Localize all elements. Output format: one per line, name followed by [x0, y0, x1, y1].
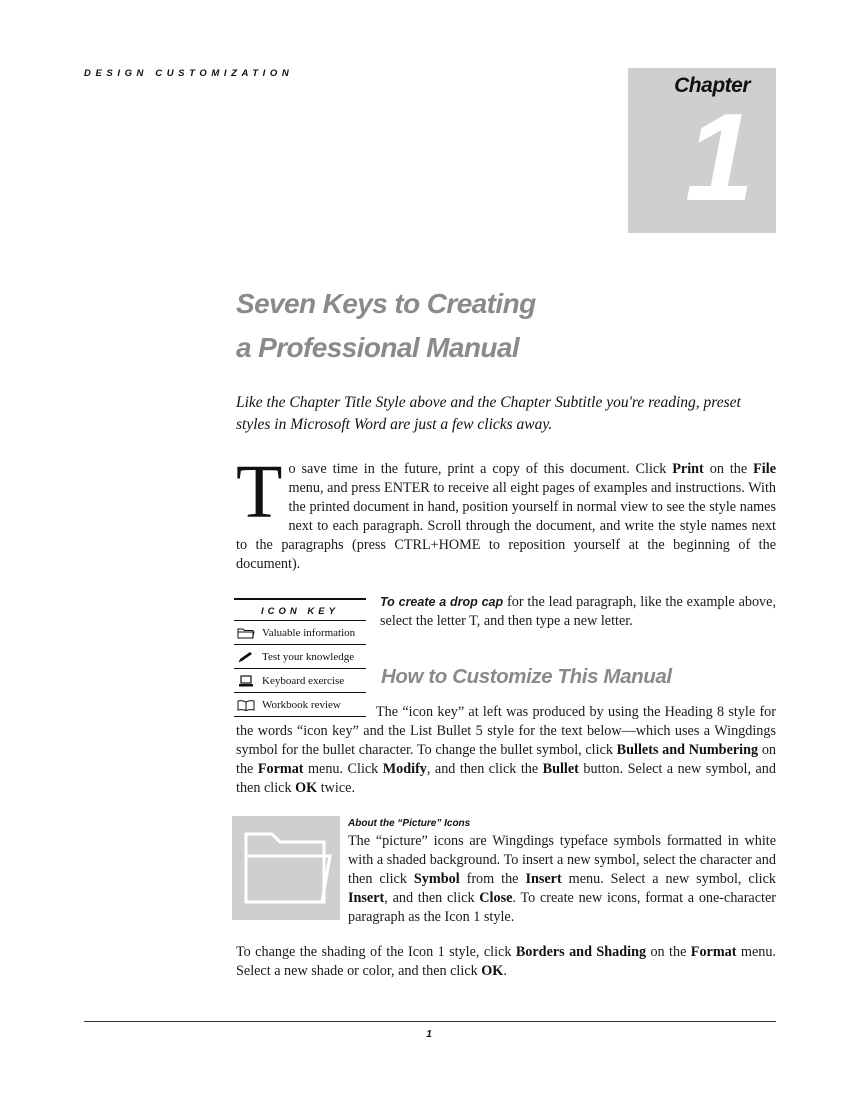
lead-paragraph [236, 450, 776, 574]
drop-cap-note [380, 593, 776, 631]
para-text: . [503, 963, 507, 979]
about-icons-heading: About the “Picture” Icons [348, 818, 471, 829]
para-text: , and then click [384, 890, 480, 906]
icon-key [234, 598, 366, 717]
para-bold: Modify [382, 761, 427, 777]
para-text: . To create new icons, format a one-character paragraph as the Icon 1 style. [348, 890, 776, 925]
chapter-number: 1 [685, 89, 754, 227]
para-bold: Format [690, 944, 737, 960]
chapter-box [628, 68, 776, 233]
para-bold: OK [481, 963, 504, 979]
icon-key-label: Workbook review [262, 698, 341, 711]
para-text: , and then click the [426, 761, 543, 777]
footer-rule [84, 1021, 776, 1022]
icon-key-label: Valuable information [262, 626, 356, 639]
folder-icon [236, 626, 256, 640]
para-bold: Symbol [413, 871, 460, 887]
para-bold: OK [295, 780, 318, 796]
para-text: from the [459, 871, 526, 887]
lead-text-3: menu, and press ENTER to receive all eight pages of examples and instructions. With the printed document in hand, position yourself in normal view to see the style names next to each paragraph. Scroll through the document, and write the style names next to the paragraphs (press CTRL+HOME to reposition yourself at the beginning of the document). [236, 480, 776, 572]
para-text: button. Select a new symbol, and then click [236, 761, 776, 796]
para-text: on the [646, 944, 691, 960]
icon-key-paragraph [236, 703, 776, 798]
para-text: To change the shading of the Icon 1 style, click [236, 944, 516, 960]
drop-cap: T [236, 450, 283, 534]
para-text: menu. Select a new symbol, click [561, 871, 776, 887]
chapter-title-line-1: Seven Keys to Creating [236, 288, 536, 319]
icon-key-label: Test your knowledge [262, 650, 355, 663]
chapter-title [236, 282, 776, 370]
drop-cap-note-lead: To create a drop cap [380, 595, 504, 609]
pencil-icon [236, 650, 256, 664]
folder-picture-icon [232, 816, 340, 920]
lead-bold-print: Print [672, 461, 704, 477]
icon-key-item [234, 669, 366, 693]
para-text: The “picture” icons are Wingdings typeface symbols formatted in white with a shaded background. To insert a new symbol, select the character and then click [348, 833, 776, 887]
icon-key-item [234, 621, 366, 645]
para-text: on the [236, 742, 776, 777]
icon-key-title: ICON KEY [234, 598, 366, 621]
icon-key-label: Keyboard exercise [262, 674, 345, 687]
running-head: DESIGN CUSTOMIZATION [84, 68, 294, 79]
lead-text-2: on the [703, 461, 754, 477]
section-heading: How to Customize This Manual [381, 665, 672, 688]
computer-icon [236, 674, 256, 688]
drop-cap-note-text: for the lead paragraph, like the example above, select the letter T, and then type a new letter. [380, 594, 776, 629]
lead-text-1: o save time in the future, print a copy of this document. Click [288, 461, 673, 477]
shading-paragraph [236, 943, 776, 981]
para-text: twice. [317, 780, 355, 796]
para-text: The “icon key” at left was produced by using the Heading 8 style for the words “icon key” and the List Bullet 5 style for the text below—which uses a Wingdings symbol for the bullet character. To change the bullet symbol, click [236, 704, 776, 758]
para-text: menu. Click [303, 761, 383, 777]
chapter-subtitle: Like the Chapter Title Style above and the Chapter Subtitle you're reading, preset styles in Microsoft Word are just a few clicks away. [236, 394, 741, 433]
para-bold: Bullet [542, 761, 579, 777]
para-bold: Format [257, 761, 304, 777]
para-bold: Borders and Shading [515, 944, 647, 960]
page-number: 1 [426, 1029, 432, 1040]
icon-key-item [234, 645, 366, 669]
chapter-title-line-2: a Professional Manual [236, 332, 520, 363]
para-bold: Insert [348, 890, 385, 906]
lead-bold-file: File [753, 461, 776, 477]
para-bold: Close [479, 890, 513, 906]
para-bold: Insert [525, 871, 562, 887]
about-icons-paragraph [348, 832, 776, 927]
para-bold: Bullets and Numbering [616, 742, 759, 758]
chapter-label: Chapter [674, 74, 750, 97]
para-text: menu. Select a new shade or color, and then click [236, 944, 776, 979]
